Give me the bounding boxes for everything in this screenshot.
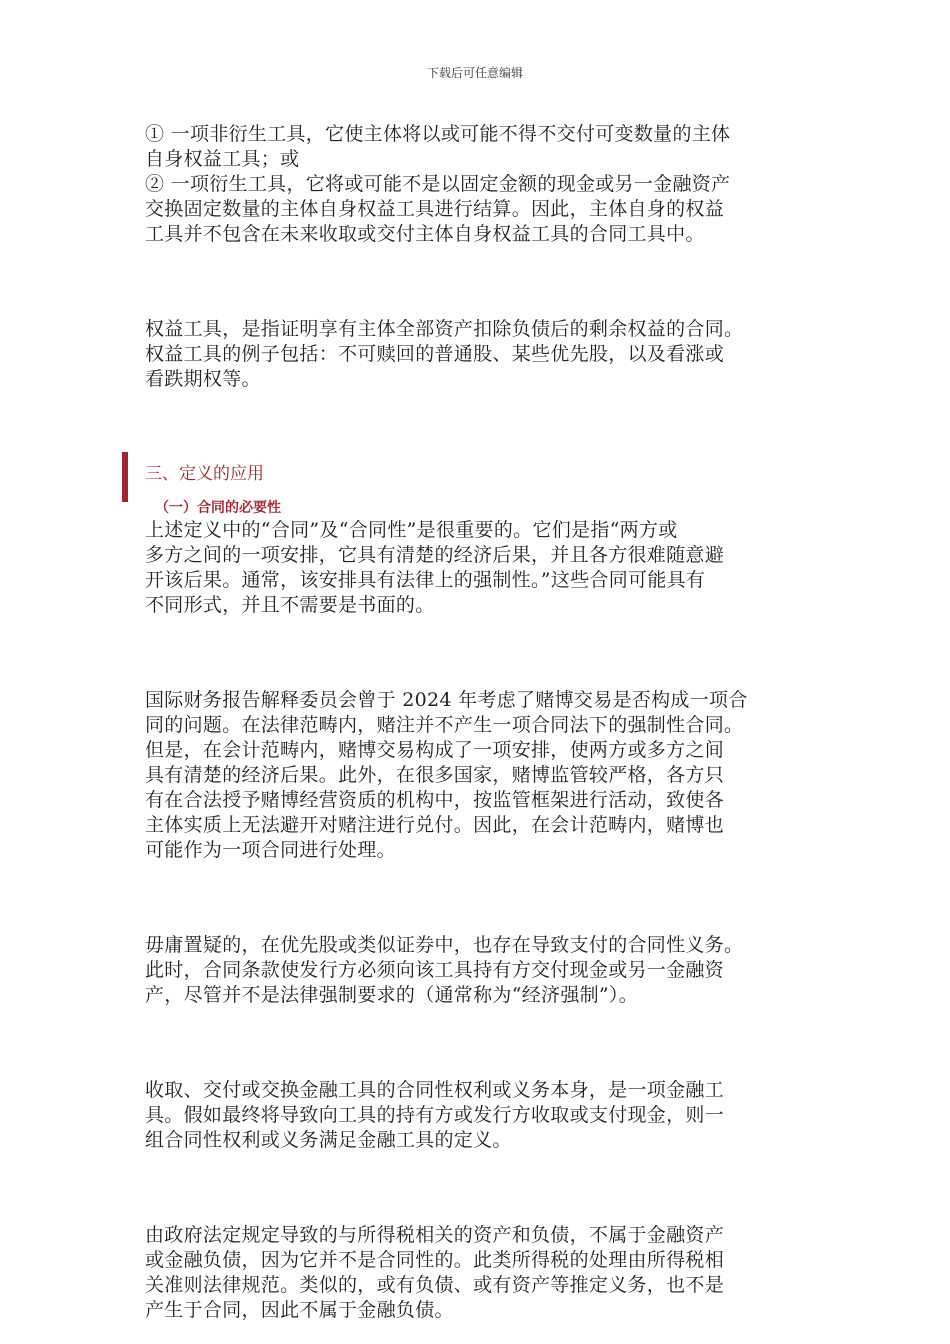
text-line: 开该后果。通常，该安排具有法律上的强制性。”这些合同可能具有 bbox=[145, 569, 706, 591]
text-line: 具有清楚的经济后果。此外，在很多国家，赌博监管较严格，各方只 bbox=[145, 764, 725, 786]
text-line: 权益工具的例子包括：不可赎回的普通股、某些优先股，以及看涨或 bbox=[145, 343, 725, 365]
text-line: 由政府法定规定导致的与所得税相关的资产和负债，不属于金融资产 bbox=[145, 1224, 725, 1246]
paragraph-equity-instrument-conditions bbox=[145, 122, 807, 247]
text-line: 此时，合同条款使发行方必须向该工具持有方交付现金或另一金融资 bbox=[145, 959, 725, 981]
text-line: 但是，在会计范畴内，赌博交易构成了一项安排，使两方或多方之间 bbox=[145, 739, 725, 761]
text-line: 具。假如最终将导致向工具的持有方或发行方收取或支付现金，则一 bbox=[145, 1104, 725, 1126]
text-line: 或金融负债，因为它并不是合同性的。此类所得税的处理由所得税相 bbox=[145, 1249, 725, 1271]
text-line: ② 一项衍生工具，它将或可能不是以固定金额的现金或另一金融资产 bbox=[145, 173, 731, 195]
text-line: 交换固定数量的主体自身权益工具进行结算。因此，主体自身的权益 bbox=[145, 198, 725, 220]
paragraph-equity-instrument-definition bbox=[145, 317, 807, 392]
paragraph-contract-meaning bbox=[145, 518, 807, 618]
text-line: ① 一项非衍生工具，它使主体将以或可能不得不交付可变数量的主体 bbox=[145, 123, 731, 145]
text-line: 组合同性权利或义务满足金融工具的定义。 bbox=[145, 1129, 512, 1151]
text-line: 关准则法律规范。类似的，或有负债、或有资产等推定义务，也不是 bbox=[145, 1274, 725, 1296]
text-line: 多方之间的一项安排，它具有清楚的经济后果，并且各方很难随意避 bbox=[145, 544, 725, 566]
text-line: 看跌期权等。 bbox=[145, 368, 261, 390]
text-line: 毋庸置疑的，在优先股或类似证券中，也存在导致支付的合同性义务。 bbox=[145, 934, 744, 956]
text-line: 产生于合同，因此不属于金融负债。 bbox=[145, 1299, 454, 1321]
spacer bbox=[145, 1153, 807, 1223]
text-line: 可能作为一项合同进行处理。 bbox=[145, 839, 396, 861]
section-heading: 三、定义的应用 bbox=[145, 464, 264, 484]
spacer bbox=[145, 618, 807, 688]
spacer bbox=[145, 247, 807, 317]
spacer bbox=[145, 863, 807, 933]
section-heading-block bbox=[145, 462, 807, 506]
text-line: 国际财务报告解释委员会曾于 2024 年考虑了赌博交易是否构成一项合 bbox=[145, 689, 748, 711]
section-accent-bar bbox=[122, 452, 128, 502]
text-line: 不同形式，并且不需要是书面的。 bbox=[145, 594, 435, 616]
spacer bbox=[145, 1008, 807, 1078]
text-line: 自身权益工具；或 bbox=[145, 148, 300, 170]
text-line: 上述定义中的“合同”及“合同性”是很重要的。它们是指“两方或 bbox=[145, 519, 678, 541]
paragraph-preferred-shares bbox=[145, 933, 807, 1008]
text-line: 收取、交付或交换金融工具的合同性权利或义务本身，是一项金融工 bbox=[145, 1079, 725, 1101]
text-line: 工具并不包含在未来收取或交付主体自身权益工具的合同工具中。 bbox=[145, 223, 705, 245]
text-line: 主体实质上无法避开对赌注进行兑付。因此，在会计范畴内，赌博也 bbox=[145, 814, 725, 836]
text-line: 同的问题。在法律范畴内，赌注并不产生一项合同法下的强制性合同。 bbox=[145, 714, 744, 736]
paragraph-gambling-contracts bbox=[145, 688, 807, 863]
subsection-heading: （一）合同的必要性 bbox=[155, 500, 281, 516]
text-line: 有在合法授予赌博经营资质的机构中，按监管框架进行活动，致使各 bbox=[145, 789, 725, 811]
text-line: 产，尽管并不是法律强制要求的（通常称为“经济强制”）。 bbox=[145, 984, 639, 1006]
document-body bbox=[145, 122, 807, 1323]
page-header: 下载后可任意编辑 bbox=[426, 66, 523, 80]
paragraph-contractual-rights bbox=[145, 1078, 807, 1153]
paragraph-income-tax bbox=[145, 1223, 807, 1323]
spacer bbox=[145, 392, 807, 462]
text-line: 权益工具，是指证明享有主体全部资产扣除负债后的剩余权益的合同。 bbox=[145, 318, 744, 340]
